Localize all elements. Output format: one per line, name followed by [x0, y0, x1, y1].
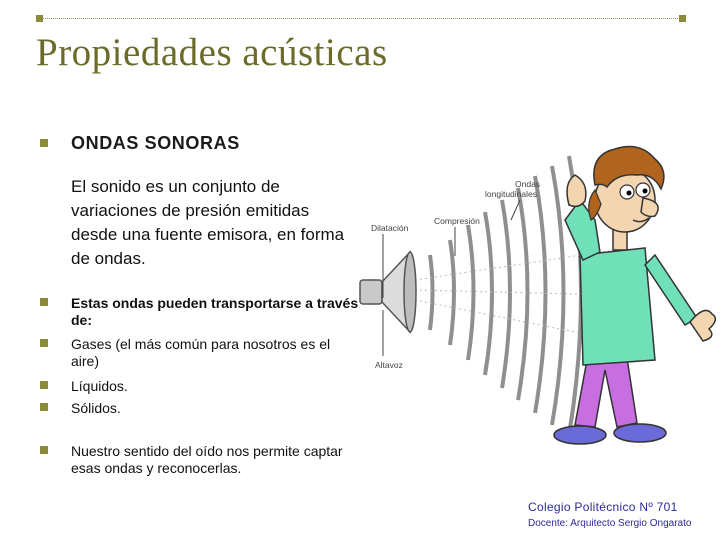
list-item: Nuestro sentido del oído nos permite captar esas ondas y reconocerlas. [71, 443, 343, 476]
list-item: Estas ondas pueden transportarse a través de: [71, 295, 359, 328]
speaker-icon [360, 252, 416, 332]
section-heading: ONDAS SONORAS [71, 133, 240, 153]
listener-figure [554, 147, 715, 444]
bullet-icon [40, 381, 48, 389]
bullet-icon [40, 446, 48, 454]
footer [528, 500, 691, 529]
page-title: Propiedades acústicas [36, 31, 388, 74]
footer-teacher: Docente: Arquitecto Sergio Ongarato [528, 518, 692, 529]
intro-paragraph: El sonido es un conjunto de variaciones de presión emitidas desde una fuente emisora, en forma de ondas. [71, 177, 345, 268]
label-ondas: Ondas [515, 179, 541, 189]
label-longitudinales: longitudinales [485, 189, 537, 199]
sound-wave-illustration [355, 130, 720, 470]
bullet-icon [40, 139, 48, 147]
bullet-icon [40, 339, 48, 347]
bullet-icon [40, 298, 48, 306]
bullet-icon [40, 403, 48, 411]
list-item: Sólidos. [71, 400, 121, 416]
label-compresion: Compresión [434, 216, 480, 226]
list-item: Líquidos. [71, 378, 128, 394]
label-altavoz: Altavoz [375, 360, 403, 370]
label-dilatacion: Dilatación [371, 223, 409, 233]
list-item: Gases (el más común para nosotros es el aire) [71, 336, 331, 369]
footer-school: Colegio Politécnico Nº 701 [528, 500, 678, 514]
